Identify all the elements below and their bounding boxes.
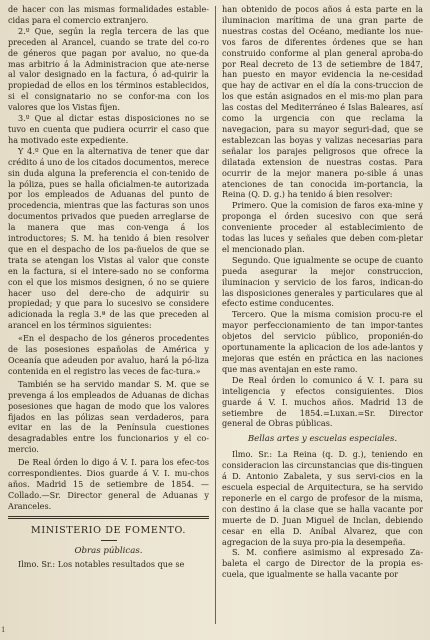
paragraph-second: 2.º Que, según la regla tercera de las que preceden al Arancel, cuando se trate del co-ro de géneros que pagan por avaluo, no que-da mas arbitrio á la Administracion que ate-nerse al valor designado en la factura, ó ad-quirir la propiedad de ellos en los términos establecidos, si el consignatario no se confor-ma con los valores que los Vistas fijen. xyxy=(8,25,209,113)
paragraph-director-cargo: S. M. confiere asimismo al expresado Za-baleta el cargo de Director de la propia es-cuela, que igualmente se halla vacante por xyxy=(222,547,423,580)
paragraph-customs-order: También se ha servido mandar S. M. que se prevenga á los empleados de Aduanas de dichas posesiones que hagan de modo que los valores fijados en las pólizas sean verdaderos, para evitar en las de la Península cuestiones desagradables entre los funcionarios y el co-mercio. xyxy=(8,378,209,455)
obras-publicas-subheading: Obras públicas. xyxy=(74,545,143,556)
paragraph-fourth: Y 4.º Que en la alternativa de tener que dar crédito á uno de los citados documentos, merece sin duda alguna la preferencia el con-tenido de la póliza, pues se halla oficialmen-te autorizada por los empleados de Aduanas del punto de procedencia, mientras que las facturas son unos documentos privados que pueden arreglarse de la manera que mas con-venga á los introductores; S. M. ha tenido á bien resolver que en el despacho de los pa-ñuelos de que se trata se atengan los Vistas al valor que conste en la factura, si el intere-sado no se conforma con el que los mismos designen, ó no se quiere hacer uso del dere-cho de adquirir su propiedad; y que para lo sucesivo se considere adicionada la regla 3.ª de las que preceden al arancel en los términos siguientes: xyxy=(8,145,209,331)
short-divider xyxy=(101,540,117,541)
paragraph-quoted-rule: «En el despacho de los géneros procedentes de las posesiones españolas de América y Oceanía que adeuden por avaluo, hará la pó-liza contenida en el registro las veces de fac-tura.» xyxy=(8,333,209,376)
paragraph-intro: de hacer con las mismas formalidades estable-cidas para el comercio extranjero. xyxy=(8,4,209,25)
left-column xyxy=(8,4,209,624)
two-column-layout xyxy=(8,4,423,624)
ministry-heading: MINISTERIO DE FOMENTO. xyxy=(30,524,187,536)
paragraph-obras-opening: Ilmo. Sr.: Los notables resultados que se xyxy=(18,558,185,569)
right-column xyxy=(222,4,423,624)
paragraph-primero: Primero. Que la comision de faros exa-mine y proponga el órden sucesivo con que será conveniente proceder al establecimiento de todas las luces y señales que deben com-pletar el mencionado plan. xyxy=(222,200,423,254)
paragraph-signature-aduanas: De Real órden lo digo á V. I. para los efec-tos correspondientes. Dios guarde á V. I. mu-chos años. Madrid 15 de setiembre de 1854. —Collado.—Sr. Director general de Aduanas y Aranceles. xyxy=(8,457,209,511)
bellas-artes-subheading: Bellas artes y escuelas especiales. xyxy=(247,434,398,445)
paragraph-tercero: Tercero. Que la misma comision procu-re el mayor perfeccionamiento de tan impor-tantes objetos del servicio público, proponién-do oportunamente la aplicacion de los ade-lantos y mejoras que estén en práctica en las naciones que mas aventajan en este ramo. xyxy=(222,309,423,374)
paragraph-signature-luxan: De Real órden lo comunico á V. I. para su inteligencia y efectos consiguientes. Dios guarde á V. I. muchos años. Madrid 13 de setiembre de 1854.=Luxan.=Sr. Director general de Obras públicas. xyxy=(222,374,423,429)
section-divider xyxy=(8,516,209,519)
column-rule xyxy=(215,6,216,624)
paragraph-segundo: Segundo. Que igualmente se ocupe de cuanto pueda asegurar la mejor construccion, iluminacion y servicio de los faros, indican-do las disposiciones generales y particulares que al efecto estime conducentes. xyxy=(222,254,423,309)
paragraph-faros-intro: han obtenido de pocos años á esta parte en la iluminacion marítima de una gran parte de nuestras costas del Océano, mediante los nue-vos faros de diferentes órdenes que se han construido conforme al plan general aproba-do por Real decreto de 13 de setiembre de 1847, han puesto en mayor evidencia la ne-cesidad que hay de activar en el día la cons-truccion de los que están asignados en el mis-mo plan para las costas del Mediterráneo é Islas Baleares, así como la urgencia con que reclama la navegacion, para su mayor seguri-dad, que se establezcan las boyas y valizas necesarias para señalar los parajes peligrosos que ofrece la dilatada extension de nuestras costas. Para ocurrir de la mejor manera po-sible á unas atenciones de tan conocida im-portancia, la Reina (Q. D. g.) ha tenido á bien resolver: xyxy=(222,4,423,200)
page-number: 1 xyxy=(1,626,6,634)
paragraph-zabaleta: Ilmo. Sr.: La Reina (q. D. g.), teniendo en consideracion las circunstancias que dis-tinguen á D. Antonio Zabaleta, y sus servi-cios en la escuela especial de Arquitectura, se ha servido reponerle en el cargo de profesor de la misma, con destino á la clase que se halla vacante por muerte de D. Juan Miguel de Inclan, debiendo cesar en ella D. Aníbal Alvarez, que con agregacion de la suya pro-pia la desempeña. xyxy=(222,449,423,547)
paragraph-third: 3.º Que al dictar estas disposiciones no se tuvo en cuenta que pudiera ocurrir el caso que ha motivado este expediente. xyxy=(8,113,209,145)
